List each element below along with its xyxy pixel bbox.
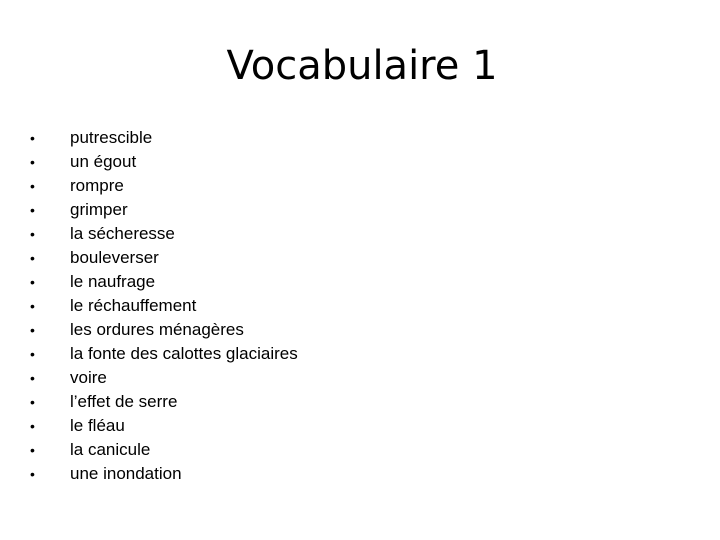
list-item-text: le fléau bbox=[70, 416, 125, 435]
list-item bbox=[30, 198, 690, 222]
bullet-icon: • bbox=[30, 274, 35, 290]
list-item-text: voire bbox=[70, 368, 107, 387]
list-item bbox=[30, 414, 690, 438]
bullet-icon: • bbox=[30, 202, 35, 218]
list-item bbox=[30, 390, 690, 414]
list-item bbox=[30, 318, 690, 342]
list-item-text: la fonte des calottes glaciaires bbox=[70, 344, 298, 363]
list-item bbox=[30, 294, 690, 318]
list-item-text: un égout bbox=[70, 152, 137, 171]
bullet-icon: • bbox=[30, 466, 35, 482]
list-item bbox=[30, 174, 690, 198]
bullet-icon: • bbox=[30, 178, 35, 194]
list-item-text: l’effet de serre bbox=[70, 392, 178, 411]
bullet-icon: • bbox=[30, 370, 35, 386]
list-item bbox=[30, 438, 690, 462]
list-item bbox=[30, 366, 690, 390]
list-item bbox=[30, 150, 690, 174]
bullet-icon: • bbox=[30, 250, 35, 266]
list-item-text: la sécheresse bbox=[70, 224, 175, 243]
bullet-icon: • bbox=[30, 418, 35, 434]
list-item bbox=[30, 462, 690, 486]
list-item-text: grimper bbox=[70, 200, 128, 219]
list-item-text: rompre bbox=[70, 176, 124, 195]
bullet-icon: • bbox=[30, 322, 35, 338]
list-item bbox=[30, 222, 690, 246]
list-item bbox=[30, 126, 690, 150]
vocabulary-list bbox=[30, 126, 690, 486]
list-item bbox=[30, 270, 690, 294]
list-item-text: les ordures ménagères bbox=[70, 320, 244, 339]
list-item-text: putrescible bbox=[70, 128, 153, 147]
list-item-text: le réchauffement bbox=[70, 296, 197, 315]
bullet-icon: • bbox=[30, 130, 35, 146]
bullet-icon: • bbox=[30, 442, 35, 458]
list-item bbox=[30, 246, 690, 270]
bullet-icon: • bbox=[30, 394, 35, 410]
slide-title: Vocabulaire 1 bbox=[226, 43, 498, 89]
list-item-text: le naufrage bbox=[70, 272, 156, 291]
bullet-icon: • bbox=[30, 226, 35, 242]
list-item-text: une inondation bbox=[70, 464, 182, 483]
bullet-icon: • bbox=[30, 346, 35, 362]
bullet-icon: • bbox=[30, 298, 35, 314]
list-item-text: bouleverser bbox=[70, 248, 159, 267]
list-item bbox=[30, 342, 690, 366]
list-item-text: la canicule bbox=[70, 440, 151, 459]
bullet-icon: • bbox=[30, 154, 35, 170]
